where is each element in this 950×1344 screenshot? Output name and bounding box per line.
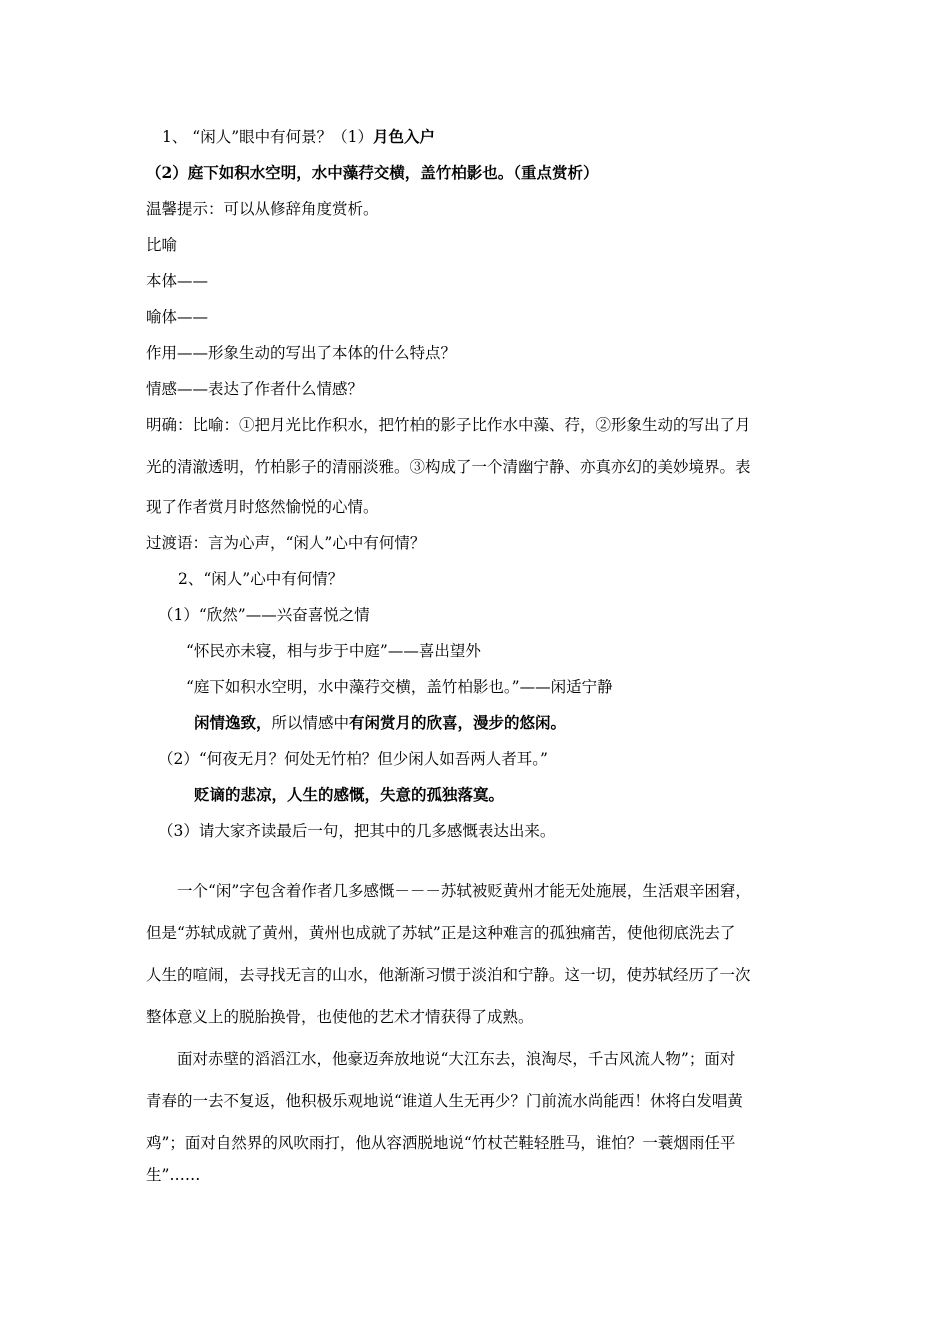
heading-scene-bold: 月色入户 xyxy=(373,127,436,146)
item-1-quote-b: “庭下如积水空明，水中藻荇交横，盖竹柏影也。”——闲适宁静 xyxy=(186,678,613,696)
answer-line-2: 光的清澈透明，竹柏影子的清丽淡雅。③构成了一个清幽宁静、亦真亦幻的美妙境界。表 xyxy=(146,458,751,476)
para-1-line-3: 人生的喧闹，去寻找无言的山水，他渐渐习惯于淡泊和宁静。这一切，使苏轼经历了一次 xyxy=(146,966,751,984)
para-1-line-4: 整体意义上的脱胎换骨，也使他的艺术才情获得了成熟。 xyxy=(146,1008,534,1026)
heading-scene xyxy=(162,127,435,147)
item-1-summary-a: 闲情逸致， xyxy=(194,713,272,732)
emotion-line: 情感——表达了作者什么情感？ xyxy=(146,380,364,398)
para-1-line-2: 但是“苏轼成就了黄州，黄州也成就了苏轼”正是这种难言的孤独痛苦，使他彻底洗去了 xyxy=(146,924,736,942)
answer-line-3: 现了作者赏月时悠然愉悦的心情。 xyxy=(146,498,379,516)
item-1-summary-b: 所以情感中 xyxy=(271,714,350,732)
tenor-line: 本体—— xyxy=(146,272,209,290)
vehicle-line: 喻体—— xyxy=(146,308,209,326)
item-1-quote-a: “怀民亦未寝，相与步于中庭”——喜出望外 xyxy=(186,642,481,660)
item-3: （3）请大家齐读最后一句，把其中的几多感慨表达出来。 xyxy=(158,822,556,840)
answer-line-1: 明确：比喻：①把月光比作积水，把竹柏的影子比作水中藻、荇，②形象生动的写出了月 xyxy=(146,416,751,434)
para-1-line-1: 一个“闲”字包含着作者几多感慨－－－苏轼被贬黄州才能无处施展，生活艰辛困窘， xyxy=(177,882,751,900)
effect-line: 作用——形象生动的写出了本体的什么特点？ xyxy=(146,344,457,362)
item-1: （1）“欣然”——兴奋喜悦之情 xyxy=(158,606,370,624)
metaphor-label: 比喻 xyxy=(146,236,178,254)
hint-line: 温馨提示：可以从修辞角度赏析。 xyxy=(146,200,379,218)
item-2: （2）“何夜无月？何处无竹柏？但少闲人如吾两人者耳。” xyxy=(158,750,548,768)
transition-line: 过渡语：言为心声，“闲人”心中有何情？ xyxy=(146,534,426,552)
para-2-line-4: 生”…… xyxy=(146,1166,201,1184)
para-2-line-3: 鸡”；面对自然界的风吹雨打，他从容洒脱地说“竹杖芒鞋轻胜马，谁怕？一蓑烟雨任平 xyxy=(146,1134,736,1152)
para-2-line-1: 面对赤壁的滔滔江水，他豪迈奔放地说“大江东去，浪淘尽，千古风流人物”；面对 xyxy=(177,1050,736,1068)
heading-scene-prefix: 1、 “闲人”眼中有何景？（1） xyxy=(162,128,373,146)
para-2-line-2: 青春的一去不复返，他积极乐观地说“谁道人生无再少？门前流水尚能西！休将白发唱黄 xyxy=(146,1092,743,1110)
focus-sentence: （2）庭下如积水空明，水中藻荇交横，盖竹柏影也。（重点赏析） xyxy=(146,163,599,182)
item-1-summary xyxy=(194,713,566,733)
item-1-summary-c: 有闲赏月的欣喜，漫步的悠闲。 xyxy=(349,713,567,732)
heading-emotion: 2、“闲人”心中有何情？ xyxy=(178,570,344,588)
item-2-summary: 贬谪的悲凉，人生的感慨，失意的孤独落寞。 xyxy=(194,785,505,804)
